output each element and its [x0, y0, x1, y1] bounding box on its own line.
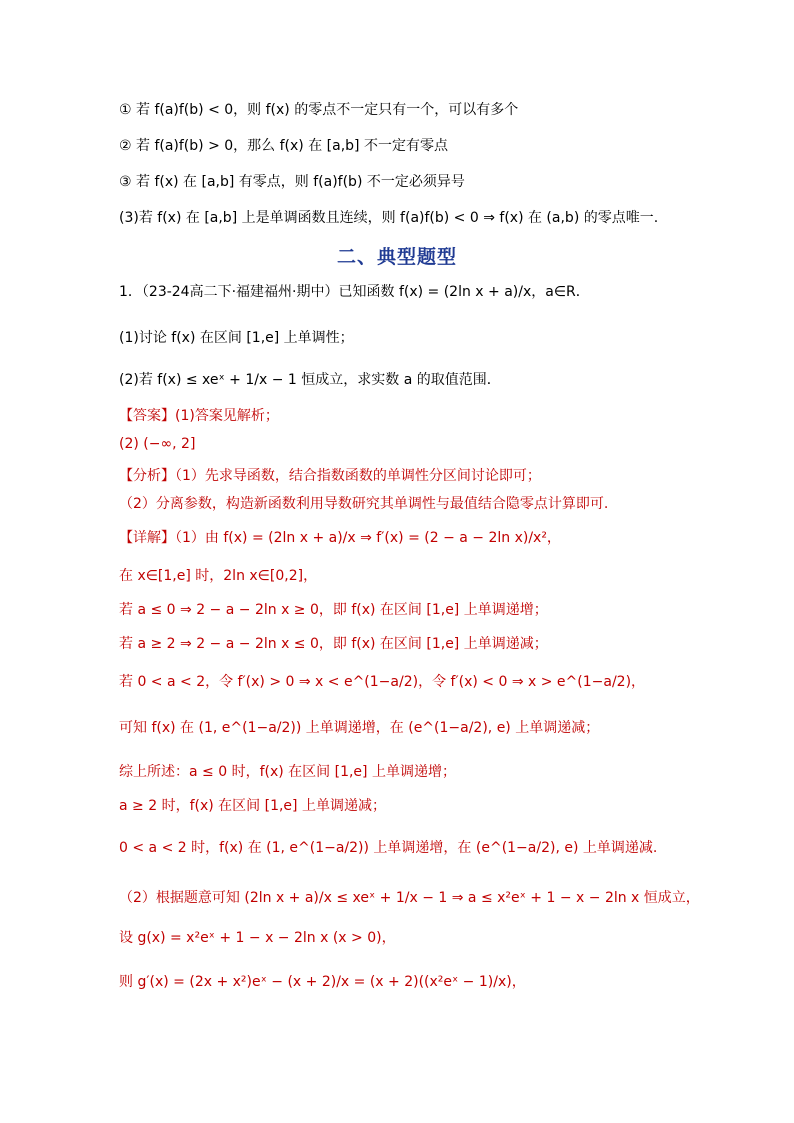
- text-line: a ≥ 2 时，f(x) 在区间 [1,e] 上单调递减；: [119, 798, 386, 814]
- text-line: 可知 f(x) 在 (1, e^(1−a/2)) 上单调递增，在 (e^(1−a/2), e) 上单调递减；: [119, 720, 600, 736]
- section-heading: 二、典型题型: [336, 246, 457, 268]
- text-line: （2）分离参数，构造新函数利用导数研究其单调性与最值结合隐零点计算即可.: [119, 496, 609, 512]
- text-line: 则 g′(x) = (2x + x²)eˣ − (x + 2)/x = (x + 2)((x²eˣ − 1)/x)，: [119, 974, 526, 990]
- text-line: 【答案】(1)答案见解析；: [119, 408, 279, 424]
- text-line: (3)若 f(x) 在 [a,b] 上是单调函数且连续，则 f(a)f(b) < 0 ⇒ f(x) 在 (a,b) 的零点唯一.: [119, 210, 659, 226]
- text-line: ② 若 f(a)f(b) > 0，那么 f(x) 在 [a,b] 不一定有零点: [119, 138, 448, 154]
- text-line: 若 0 < a < 2，令 f′(x) > 0 ⇒ x < e^(1−a/2)，令 f′(x) < 0 ⇒ x > e^(1−a/2)，: [119, 674, 646, 690]
- text-line: (2)若 f(x) ≤ xeˣ + 1/x − 1 恒成立，求实数 a 的取值范围．: [119, 372, 501, 388]
- text-line: (2) (−∞, 2]: [119, 436, 196, 452]
- text-line: 若 a ≥ 2 ⇒ 2 − a − 2ln x ≤ 0，即 f(x) 在区间 [1,e] 上单调递减；: [119, 636, 548, 652]
- text-line: 0 < a < 2 时，f(x) 在 (1, e^(1−a/2)) 上单调递增，在 (e^(1−a/2), e) 上单调递减.: [119, 840, 658, 856]
- text-line: ③ 若 f(x) 在 [a,b] 有零点，则 f(a)f(b) 不一定必须异号: [119, 174, 465, 190]
- text-line: 【详解】（1）由 f(x) = (2ln x + a)/x ⇒ f′(x) = (2 − a − 2ln x)/x²，: [119, 530, 561, 546]
- text-line: 【分析】（1）先求导函数，结合指数函数的单调性分区间讨论即可；: [119, 468, 541, 484]
- text-line: (1)讨论 f(x) 在区间 [1,e] 上单调性；: [119, 330, 354, 346]
- text-line: 若 a ≤ 0 ⇒ 2 − a − 2ln x ≥ 0，即 f(x) 在区间 [1,e] 上单调递增；: [119, 602, 548, 618]
- text-line: ① 若 f(a)f(b) < 0，则 f(x) 的零点不一定只有一个，可以有多个: [119, 102, 519, 118]
- text-line: （2）根据题意可知 (2ln x + a)/x ≤ xeˣ + 1/x − 1 ⇒ a ≤ x²eˣ + 1 − x − 2ln x 恒成立，: [119, 890, 700, 906]
- text-line: 设 g(x) = x²eˣ + 1 − x − 2ln x (x > 0)，: [119, 930, 396, 946]
- text-line: 综上所述：a ≤ 0 时，f(x) 在区间 [1,e] 上单调递增；: [119, 764, 456, 780]
- text-line: 在 x∈[1,e] 时，2ln x∈[0,2]，: [119, 568, 318, 584]
- text-line: 1．（23-24高二下·福建福州·期中）已知函数 f(x) = (2ln x + a)/x，a∈R．: [119, 284, 590, 300]
